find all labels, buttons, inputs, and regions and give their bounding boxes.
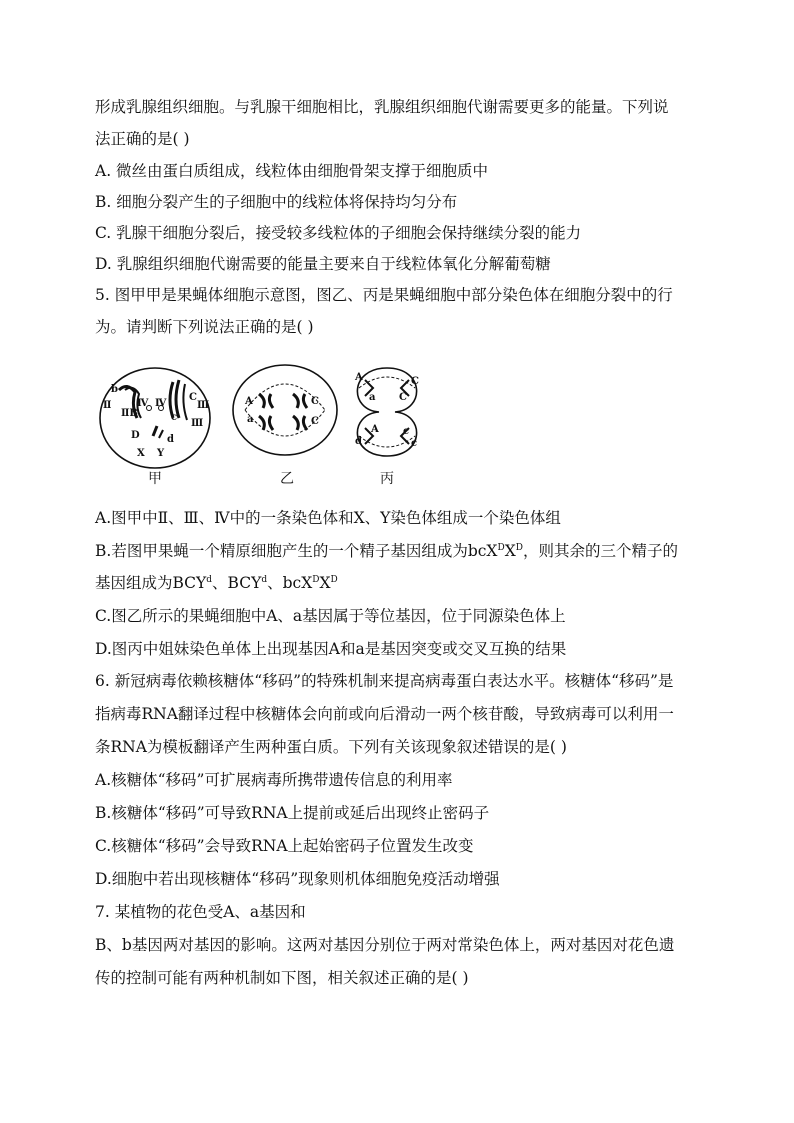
bing-label-C2: C: [399, 392, 407, 403]
q6-stem-line3: 条RNA为模板翻译产生两种蛋白质。下列有关该现象叙述错误的是( ): [95, 738, 567, 756]
bing-label-A: A: [355, 372, 363, 383]
q5-optb2-pre: 基因组成为BCY: [95, 574, 207, 592]
jia-label-III: Ⅲ: [197, 400, 210, 411]
q6-stem-line1: 6. 新冠病毒依赖核糖体“移码”的特殊机制来提高病毒蛋白表达水平。核糖体“移码”是: [95, 672, 674, 690]
figure-label-jia: 甲: [148, 471, 162, 487]
figure-label-bing: 丙: [380, 471, 394, 487]
q5-optb2-sup1: d: [206, 575, 213, 585]
jia-label-III2: Ⅲ: [191, 418, 204, 429]
q5-optb-pre: B.若图甲果蝇一个精原细胞产生的一个精子基因组成为bcX: [95, 542, 498, 560]
q5-option-b-line2: [95, 572, 338, 594]
q6-option-a: A.核糖体“移码”可扩展病毒所携带遗传信息的利用率: [95, 771, 453, 789]
q4-option-c: C. 乳腺干细胞分裂后，接受较多线粒体的子细胞会保持继续分裂的能力: [95, 224, 582, 242]
q7-stem-line3: 传的控制可能有两种机制如下图，相关叙述正确的是( ): [95, 969, 469, 987]
bing-label-c: c: [403, 426, 410, 437]
q5-optb-mid: X: [504, 542, 516, 560]
q6-option-c: C.核糖体“移码”会导致RNA上起始密码子位置发生改变: [95, 837, 474, 855]
q5-optb2-sup4: D: [330, 575, 338, 585]
q5-option-b-line1: [95, 540, 678, 562]
jia-label-c: c: [171, 412, 178, 423]
q4-option-d: D. 乳腺组织细胞代谢需要的能量主要来自于线粒体氧化分解葡萄糖: [95, 255, 551, 273]
jia-label-II: Ⅱ: [103, 400, 112, 411]
q5-optb2-mid2: 、bcX: [267, 574, 313, 592]
q6-option-b: B.核糖体“移码”可导致RNA上提前或延后出现终止密码子: [95, 804, 490, 822]
jia-label-X: X: [137, 448, 145, 459]
bing-label-c2: c: [411, 438, 418, 449]
q5-optb-sup2: D: [515, 543, 523, 553]
fig-jia-cell: [100, 368, 210, 468]
q4-stem-line2: 法正确的是( ): [95, 130, 190, 148]
jia-label-IIB: ⅡB: [121, 408, 138, 419]
q5-optb-post: ，则其余的三个精子的: [522, 542, 678, 560]
q5-option-c: C.图乙所示的果蝇细胞中A、a基因属于等位基因，位于同源染色体上: [95, 607, 566, 625]
bing-label-d: d: [355, 436, 362, 447]
jia-label-Y: Y: [157, 448, 165, 459]
bing-label-C: C: [411, 376, 419, 387]
yi-label-a: a: [247, 414, 254, 425]
figure-label-yi: 乙: [280, 471, 294, 487]
q5-optb-sup1: D: [497, 543, 505, 553]
q4-stem-line1: 形成乳腺组织细胞。与乳腺干细胞相比，乳腺组织细胞代谢需要更多的能量。下列说: [95, 98, 669, 116]
bing-label-a: a: [369, 392, 376, 403]
fig-yi-cell: [233, 365, 337, 455]
jia-label-b: b: [111, 384, 118, 395]
q7-stem-line1: 7. 某植物的花色受A、a基因和: [95, 903, 306, 921]
jia-label-IV: Ⅳ: [137, 398, 149, 409]
yi-label-A: A: [245, 396, 253, 407]
fig-bing-cell: [354, 368, 419, 456]
q6-stem-line2: 指病毒RNA翻译过程中核糖体会向前或向后滑动一两个核苷酸，导致病毒可以利用一: [95, 705, 674, 723]
q5-optb2-sup3: D: [312, 575, 320, 585]
q5-option-d: D.图丙中姐妹染色单体上出现基因A和a是基因突变或交叉互换的结果: [95, 640, 567, 658]
yi-label-C2: C: [311, 416, 319, 427]
bing-label-A2: A: [371, 424, 379, 435]
q5-stem-line1: 5. 图甲甲是果蝇体细胞示意图，图乙、丙是果蝇细胞中部分染色体在细胞分裂中的行: [95, 286, 673, 304]
q5-optb2-mid3: X: [319, 574, 331, 592]
q5-stem-line2: 为。请判断下列说法正确的是( ): [95, 318, 314, 336]
q5-optb2-sup2: d: [261, 575, 268, 585]
q5-option-a: A.图甲中Ⅱ、Ⅲ、Ⅳ中的一条染色体和X、Y染色体组成一个染色体组: [95, 509, 561, 527]
q5-optb2-mid1: 、BCY: [212, 574, 262, 592]
yi-label-C: C: [311, 396, 319, 407]
q4-option-a: A. 微丝由蛋白质组成，线粒体由细胞骨架支撑于细胞质中: [95, 162, 489, 180]
jia-label-D: D: [131, 430, 140, 441]
jia-label-d: d: [167, 434, 174, 445]
q7-stem-line2: B、b基因两对基因的影响。这两对基因分别位于两对常染色体上，两对基因对花色遗: [95, 936, 675, 954]
jia-label-IVo: Ⅳ: [155, 398, 167, 409]
q6-option-d: D.细胞中若出现核糖体“移码”现象则机体细胞免疫活动增强: [95, 870, 500, 888]
q4-option-b: B. 细胞分裂产生的子细胞中的线粒体将保持均匀分布: [95, 193, 458, 211]
jia-label-C: C: [189, 392, 197, 403]
